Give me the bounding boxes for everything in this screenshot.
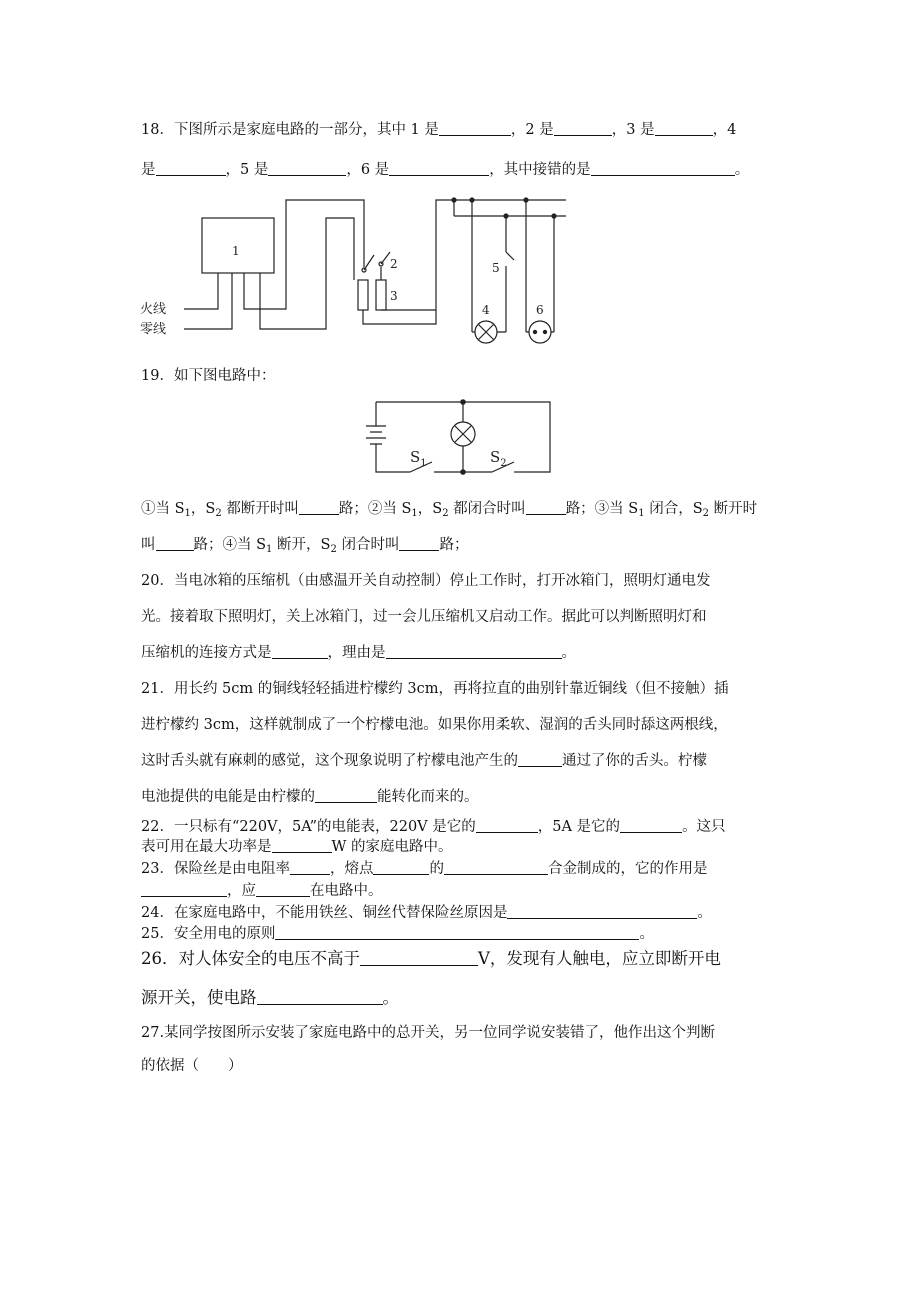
q21-line-2: 进柠檬约 3cm，这样就制成了一个柠檬电池。如果你用柔软、湿润的舌头同时舔这两根线， [141, 717, 728, 733]
q19-line-1: ①当 $S_1$，$S_2$ 都断开时叫 路；②当 $S_1$，$S_2$ 都闭合时叫 路；③当 $S_1$ 闭合，$S_2$ 断开时 [141, 501, 758, 519]
q27-line-2: 的依据（ ） [141, 1058, 243, 1074]
q18-line-2: 是 ，5 是 ，6 是 ，其中接错的是 。 [141, 162, 750, 178]
label-4: 4 [482, 303, 490, 317]
answer-blank[interactable] [272, 838, 332, 854]
answer-blank[interactable] [526, 500, 566, 516]
q20-line-3: 压缩机的连接方式是 ，理由是 。 [141, 645, 576, 661]
fuse [376, 280, 386, 310]
household-circuit-diagram [136, 192, 576, 352]
answer-blank[interactable] [386, 644, 562, 660]
fire-line-label: 火线 [140, 302, 167, 317]
q21-line-3: 这时舌头就有麻刺的感觉，这个现象说明了柠檬电池产生的 通过了你的舌头。柠檬 [141, 753, 707, 769]
q18-line-1: 18．下图所示是家庭电路的一部分，其中 1 是 ，2 是 ，3 是 ，4 [141, 122, 737, 138]
answer-blank[interactable] [315, 788, 377, 804]
answer-blank[interactable] [620, 818, 682, 834]
answer-blank[interactable] [518, 752, 562, 768]
answer-blank[interactable] [360, 949, 478, 967]
label-1: 1 [232, 244, 240, 258]
label-2: 2 [390, 257, 398, 271]
q22-line-1: 22．一只标有“220V，5A”的电能表，220V 是它的 ，5A 是它的 。这只 [141, 819, 726, 835]
q22-line-2: 表可用在最大功率是 W 的家庭电路中。 [141, 839, 453, 855]
answer-blank[interactable] [156, 161, 226, 177]
answer-blank[interactable] [299, 500, 339, 516]
answer-blank[interactable] [290, 860, 330, 876]
answer-blank[interactable] [373, 860, 429, 876]
q19-line-2: 叫 路；④当 $S_1$ 断开，$S_2$ 闭合时叫 路； [141, 537, 469, 555]
q25-line: 25．安全用电的原则 。 [141, 926, 654, 942]
socket-icon [529, 321, 551, 343]
series-parallel-circuit-diagram [362, 392, 558, 480]
battery-icon [366, 426, 386, 444]
switch-s2-label: $S_2$ [490, 448, 507, 469]
q23-line-2: ，应 在电路中。 [141, 879, 383, 900]
q20-line-1: 20．当电冰箱的压缩机（由感温开关自动控制）停止工作时，打开冰箱门，照明灯通电发 [141, 573, 711, 589]
q27-line-1: 27.某同学按图所示安装了家庭电路中的总开关，另一位同学说安装错了，他作出这个判断 [141, 1025, 716, 1041]
answer-blank[interactable] [389, 161, 489, 177]
answer-blank[interactable] [256, 882, 310, 898]
label-3: 3 [390, 289, 398, 303]
answer-blank[interactable] [444, 860, 548, 876]
answer-blank[interactable] [655, 121, 713, 137]
answer-blank[interactable] [275, 925, 639, 941]
answer-blank[interactable] [439, 121, 511, 137]
answer-blank[interactable] [476, 818, 538, 834]
switch-s1-label: $S_1$ [410, 448, 427, 469]
answer-blank[interactable] [591, 161, 735, 177]
q26-line-2: 源开关，使电路 。 [141, 988, 399, 1007]
neutral-line-label: 零线 [140, 322, 167, 337]
answer-blank[interactable] [272, 644, 328, 660]
answer-blank[interactable] [507, 904, 697, 920]
answer-blank[interactable] [257, 988, 383, 1006]
q19-stem: 19．如下图电路中： [141, 368, 276, 384]
label-6: 6 [536, 303, 544, 317]
q24-line: 24．在家庭电路中，不能用铁丝、铜丝代替保险丝原因是 。 [141, 905, 712, 921]
answer-blank[interactable] [399, 536, 439, 552]
q21-line-4: 电池提供的电能是由柠檬的 能转化而来的。 [141, 789, 479, 805]
q23-line-1: 23．保险丝是由电阻率 ，熔点 的 合金制成的，它的作用是 [141, 861, 708, 877]
label-5: 5 [492, 261, 500, 275]
q21-line-1: 21．用长约 5cm 的铜线轻轻插进柠檬约 3cm，再将拉直的曲别针靠近铜线（但不接触）插 [141, 681, 729, 697]
answer-blank[interactable] [554, 121, 612, 137]
answer-blank[interactable] [156, 536, 194, 552]
answer-blank[interactable] [141, 882, 227, 898]
fuse [358, 280, 368, 310]
q26-line-1: 26．对人体安全的电压不高于 V，发现有人触电，应立即断开电 [141, 949, 721, 968]
q20-line-2: 光。接着取下照明灯，关上冰箱门，过一会儿压缩机又启动工作。据此可以判断照明灯和 [141, 609, 707, 625]
answer-blank[interactable] [268, 161, 346, 177]
